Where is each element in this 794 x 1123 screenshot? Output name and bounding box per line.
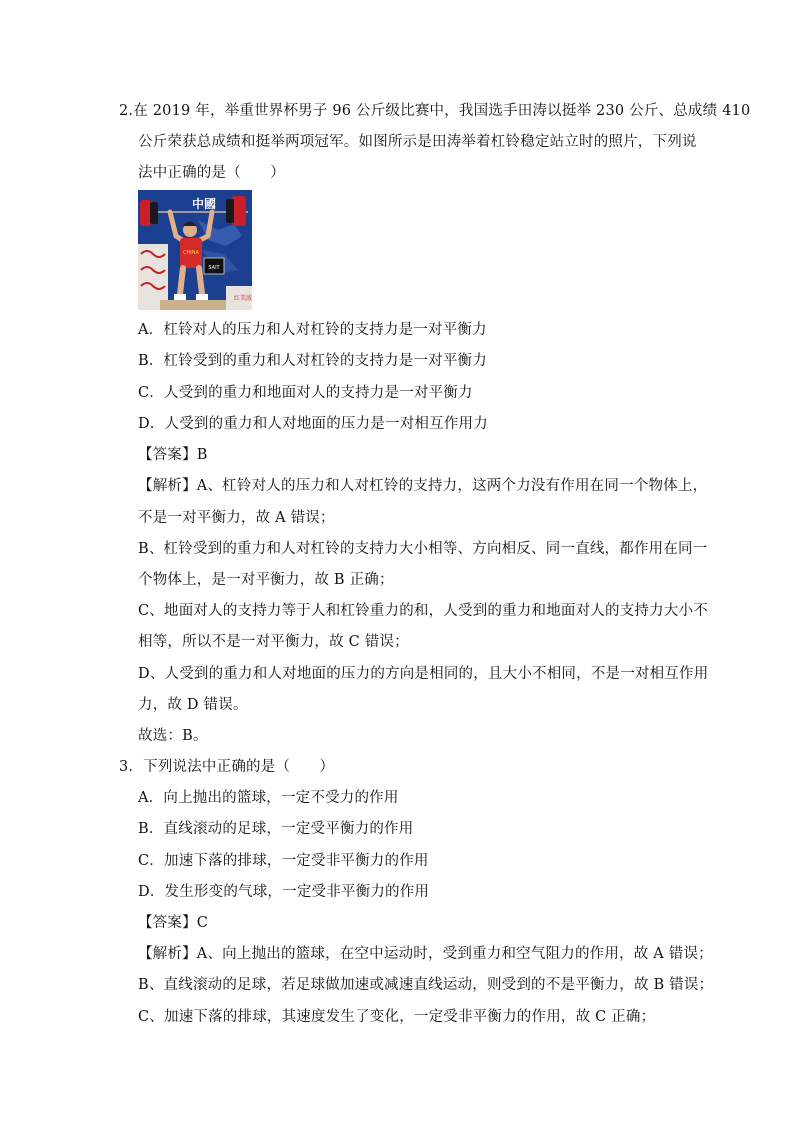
q2-option-d: D．人受到的重力和人对地面的压力是一对相互作用力 xyxy=(138,416,488,432)
q2-analysis-line-5: C、地面对人的支持力等于人和杠铃重力的和，人受到的重力和地面对人的支持力大小不 xyxy=(138,603,708,619)
sponsor-label: 红美浓 xyxy=(234,295,252,302)
q2-analysis-line-7: D、人受到的重力和人对地面的压力的方向是相同的，且大小不相同，不是一对相互作用 xyxy=(138,666,709,682)
weightlifter-illustration xyxy=(138,190,252,310)
q2-stem-line-1: 2.在 2019 年，举重世界杯男子 96 公斤级比赛中，我国选手田涛以挺举 230 公斤、总成绩 410 xyxy=(119,103,751,119)
q3-analysis-line-1: 【解析】A、向上抛出的篮球，在空中运动时，受到重力和空气阻力的作用，故 A 错误； xyxy=(138,946,713,962)
q2-option-c: C．人受到的重力和地面对人的支持力是一对平衡力 xyxy=(138,385,473,401)
q3-answer: 【答案】C xyxy=(138,915,209,931)
q2-stem-line-2: 公斤荣获总成绩和挺举两项冠军。如图所示是田涛举着杠铃稳定站立时的照片，下列说 xyxy=(138,134,697,150)
q2-analysis-line-3: B、杠铃受到的重力和人对杠铃的支持力大小相等、方向相反、同一直线，都作用在同一 xyxy=(138,541,708,557)
q3-option-d: D．发生形变的气球，一定受非平衡力的作用 xyxy=(138,884,430,900)
q2-analysis-line-4: 个物体上，是一对平衡力，故 B 正确； xyxy=(138,572,394,588)
q2-option-a: A．杠铃对人的压力和人对杠铃的支持力是一对平衡力 xyxy=(138,322,487,338)
q2-analysis-line-9: 故选：B。 xyxy=(138,728,208,744)
q3-analysis-line-3: C、加速下落的排球，其速度发生了变化，一定受非平衡力的作用，故 C 正确； xyxy=(138,1009,656,1025)
q3-option-a: A．向上抛出的篮球，一定不受力的作用 xyxy=(138,790,399,806)
q3-option-c: C．加速下落的排球，一定受非平衡力的作用 xyxy=(138,853,429,869)
q3-stem: 3．下列说法中正确的是（ ） xyxy=(119,759,335,775)
shirt-label: CHINA xyxy=(183,250,199,256)
banner-label: 中國 xyxy=(192,197,217,211)
q2-stem-line-3: 法中正确的是（ ） xyxy=(138,165,285,181)
q2-analysis-line-1: 【解析】A、杠铃对人的压力和人对杠铃的支持力，这两个力没有作用在同一个物体上， xyxy=(138,478,708,494)
q3-analysis-line-2: B、直线滚动的足球，若足球做加速或减速直线运动，则受到的不是平衡力，故 B 错误； xyxy=(138,977,714,993)
q2-answer: 【答案】B xyxy=(138,447,208,463)
q2-analysis-line-8: 力，故 D 错误。 xyxy=(138,697,248,713)
q3-option-b: B．直线滚动的足球，一定受平衡力的作用 xyxy=(138,821,414,837)
bib-label: SAIT xyxy=(208,265,220,271)
weightlifter-photo xyxy=(138,190,252,310)
q2-analysis-line-6: 相等，所以不是一对平衡力，故 C 错误； xyxy=(138,634,409,650)
q2-option-b: B．杠铃受到的重力和人对杠铃的支持力是一对平衡力 xyxy=(138,353,487,369)
q2-analysis-line-2: 不是一对平衡力，故 A 错误； xyxy=(138,510,335,526)
